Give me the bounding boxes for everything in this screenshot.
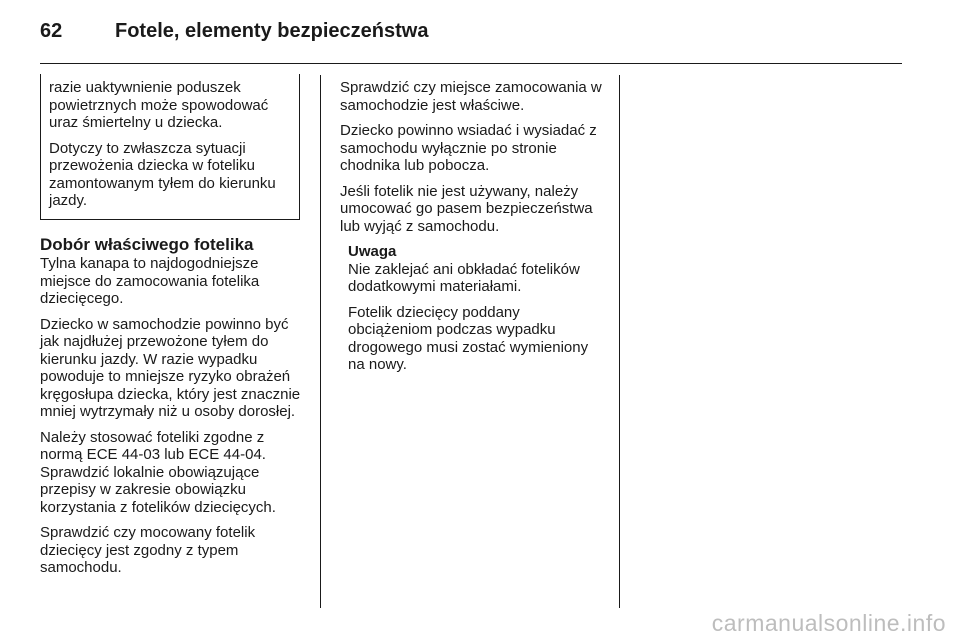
header-rule: [40, 63, 902, 64]
body-paragraph: Sprawdzić czy mocowany fotelik dziecięcy jest zgodny z typem samochodu.: [40, 524, 256, 576]
body-paragraph: Dziecko w samochodzie powinno być jak najdłużej przewożone tyłem do kierunku jazdy. W razie wypadku powoduje to mniejsze ryzyko obrażeń kręgosłupa dziecka, który jest znacznie mniej wytrzymały niż u osoby dorosłej.: [40, 315, 301, 420]
warning-paragraph: Dotyczy to zwłaszcza sytuacji przewożenia dziecka w foteliku zamontowanym tyłem do kierunku jazdy.: [49, 139, 276, 209]
note-title: Uwaga: [348, 243, 397, 260]
warning-paragraph: razie uaktywnienie poduszek powietrznych może spowodować uraz śmiertelny u dziecka.: [49, 79, 269, 131]
body-paragraph: Tylna kanapa to najdogodniejsze miejsce do zamocowania fotelika dziecięcego.: [40, 255, 260, 307]
note-paragraph: Nie zaklejać ani obkładać fotelików dodatkowymi materiałami.: [348, 260, 580, 295]
column-divider-left: [320, 75, 321, 608]
page-number: 62: [40, 20, 63, 42]
note-block: [340, 243, 606, 374]
body-paragraph: Należy stosować foteliki zgodne z normą ECE 44-03 lub ECE 44-04. Sprawdzić lokalnie obowiązujące przepisy w zakresie obowiązku korzystania z fotelików dziecięcych.: [40, 428, 276, 516]
column-divider-right: [619, 75, 620, 608]
warning-box: [40, 74, 300, 220]
body-paragraph: Jeśli fotelik nie jest używany, należy umocować go pasem bezpieczeństwa lub wyjąć z samochodu.: [340, 182, 593, 235]
body-paragraph: Sprawdzić czy miejsce zamocowania w samochodzie jest właściwe.: [340, 79, 602, 114]
column-middle: [340, 79, 606, 382]
watermark: carmanualsonline.info: [711, 610, 946, 636]
page-title: Fotele, elementy bezpieczeństwa: [115, 20, 429, 42]
column-left-section: [40, 235, 310, 585]
section-heading: Dobór właściwego fotelika: [40, 235, 254, 254]
note-paragraph: Fotelik dziecięcy poddany obciążeniom podczas wypadku drogowego musi zostać wymieniony na nowy.: [348, 303, 589, 373]
body-paragraph: Dziecko powinno wsiadać i wysiadać z samochodu wyłącznie po stronie chodnika lub pobocza.: [340, 122, 597, 174]
